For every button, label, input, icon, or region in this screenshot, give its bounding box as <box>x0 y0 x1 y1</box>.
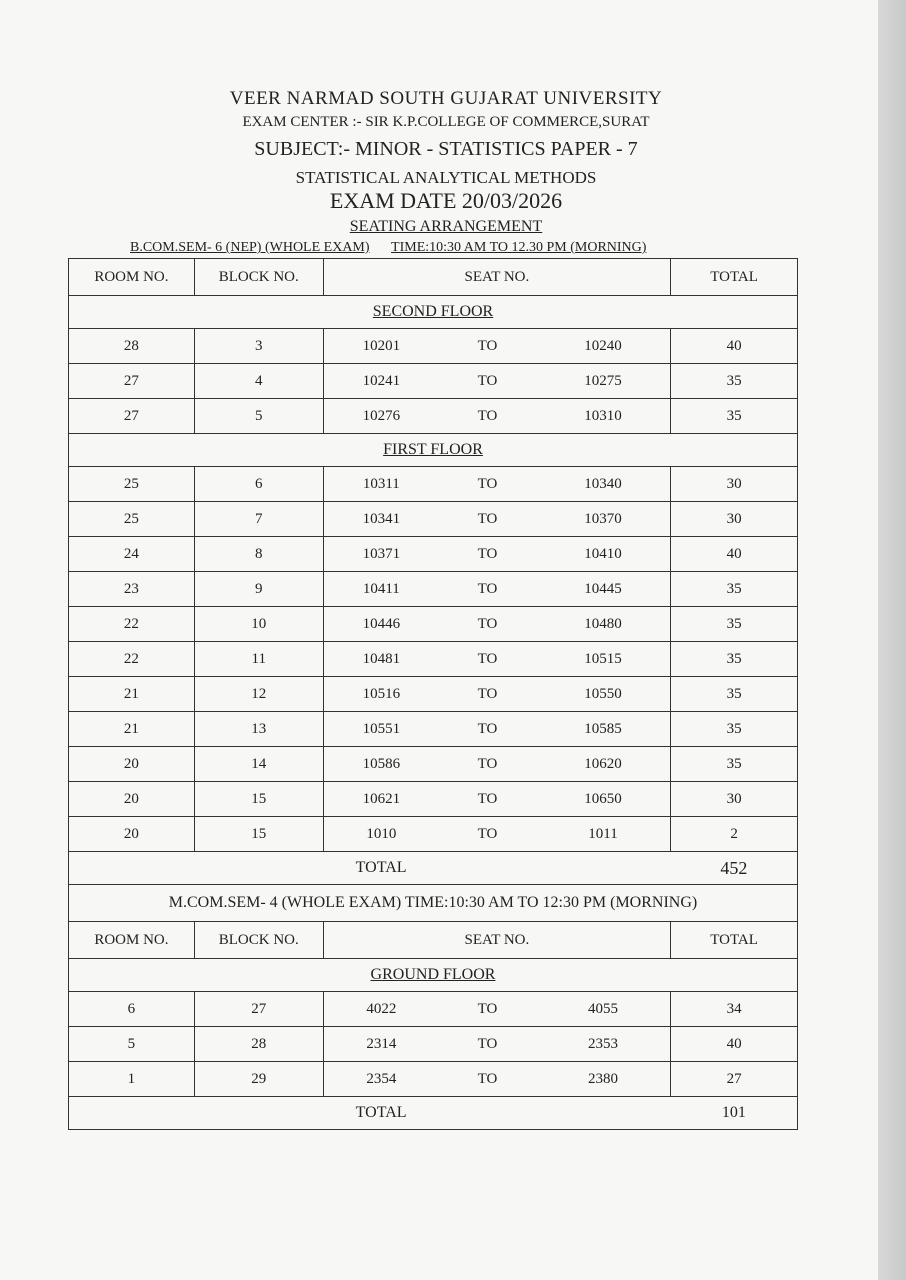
block-cell: 13 <box>194 712 323 747</box>
block-cell: 7 <box>194 502 323 537</box>
exam-center: EXAM CENTER :- SIR K.P.COLLEGE OF COMMERCE,SURAT <box>242 114 650 130</box>
seat-to-cell: TO <box>439 607 536 642</box>
seat-till-cell: 2380 <box>536 1062 671 1097</box>
block-cell: 29 <box>194 1062 323 1097</box>
table-row <box>69 467 798 502</box>
table-row <box>69 399 798 434</box>
room-cell: 20 <box>69 817 195 852</box>
block-cell: 14 <box>194 747 323 782</box>
seat-from-cell: 10311 <box>323 467 439 502</box>
seat-to-cell: TO <box>439 329 536 364</box>
seat-from-cell: 10481 <box>323 642 439 677</box>
seat-to-cell: TO <box>439 364 536 399</box>
header-room: ROOM NO. <box>69 259 195 296</box>
table-row <box>69 992 798 1027</box>
table-row <box>69 572 798 607</box>
table-row <box>69 607 798 642</box>
block-cell: 12 <box>194 677 323 712</box>
seat-to-cell: TO <box>439 537 536 572</box>
total-cell: 30 <box>671 467 798 502</box>
total-cell: 35 <box>671 747 798 782</box>
second-floor-label: SECOND FLOOR <box>372 303 494 320</box>
seat-from-cell: 2314 <box>323 1027 439 1062</box>
seat-to-cell: TO <box>439 642 536 677</box>
seat-to-cell: TO <box>439 399 536 434</box>
room-cell: 25 <box>69 502 195 537</box>
room-cell: 21 <box>69 677 195 712</box>
seat-till-cell: 10585 <box>536 712 671 747</box>
table-row <box>69 1027 798 1062</box>
header-room: ROOM NO. <box>69 922 195 959</box>
seat-from-cell: 10411 <box>323 572 439 607</box>
seat-to-cell: TO <box>439 1027 536 1062</box>
seat-from-cell: 1010 <box>323 817 439 852</box>
bcom-course: B.COM.SEM- 6 (NEP) (WHOLE EXAM) <box>130 240 370 255</box>
table-row <box>69 502 798 537</box>
seat-to-cell: TO <box>439 712 536 747</box>
total-cell: 35 <box>671 364 798 399</box>
block-cell: 28 <box>194 1027 323 1062</box>
room-cell: 24 <box>69 537 195 572</box>
room-cell: 6 <box>69 992 195 1027</box>
page-edge <box>878 0 906 1280</box>
seat-till-cell: 10445 <box>536 572 671 607</box>
bcom-seating-table <box>68 258 798 1130</box>
header-seat: SEAT NO. <box>323 259 670 296</box>
total-cell: 35 <box>671 572 798 607</box>
grand-total: 101 <box>671 1097 798 1130</box>
total-cell: 40 <box>671 1027 798 1062</box>
header-block: BLOCK NO. <box>194 259 323 296</box>
block-cell: 8 <box>194 537 323 572</box>
block-cell: 5 <box>194 399 323 434</box>
total-cell: 30 <box>671 782 798 817</box>
total-cell: 40 <box>671 537 798 572</box>
seat-from-cell: 10276 <box>323 399 439 434</box>
total-label: TOTAL <box>323 852 439 885</box>
ground-floor-label: GROUND FLOOR <box>370 966 496 983</box>
block-cell: 9 <box>194 572 323 607</box>
seat-till-cell: 10275 <box>536 364 671 399</box>
room-cell: 20 <box>69 782 195 817</box>
table-header <box>69 922 798 959</box>
total-cell: 27 <box>671 1062 798 1097</box>
university-name: VEER NARMAD SOUTH GUJARAT UNIVERSITY <box>229 88 663 109</box>
seat-from-cell: 10201 <box>323 329 439 364</box>
room-cell: 1 <box>69 1062 195 1097</box>
seat-to-cell: TO <box>439 467 536 502</box>
block-cell: 6 <box>194 467 323 502</box>
table-row <box>69 1062 798 1097</box>
seat-from-cell: 4022 <box>323 992 439 1027</box>
table-row <box>69 747 798 782</box>
header-total: TOTAL <box>671 259 798 296</box>
seat-from-cell: 10621 <box>323 782 439 817</box>
room-cell: 22 <box>69 642 195 677</box>
seat-till-cell: 10550 <box>536 677 671 712</box>
seat-to-cell: TO <box>439 502 536 537</box>
total-cell: 34 <box>671 992 798 1027</box>
seat-from-cell: 10341 <box>323 502 439 537</box>
seat-from-cell: 10371 <box>323 537 439 572</box>
total-cell: 35 <box>671 607 798 642</box>
table-header <box>69 259 798 296</box>
block-cell: 15 <box>194 817 323 852</box>
total-row <box>69 1097 798 1130</box>
total-row <box>69 852 798 885</box>
table-row <box>69 677 798 712</box>
room-cell: 25 <box>69 467 195 502</box>
seat-to-cell: TO <box>439 817 536 852</box>
seat-till-cell: 10370 <box>536 502 671 537</box>
total-label: TOTAL <box>323 1097 439 1130</box>
block-cell: 11 <box>194 642 323 677</box>
seat-till-cell: 2353 <box>536 1027 671 1062</box>
floor-row <box>69 959 798 992</box>
room-cell: 28 <box>69 329 195 364</box>
table-row <box>69 817 798 852</box>
seat-till-cell: 10480 <box>536 607 671 642</box>
seat-from-cell: 10241 <box>323 364 439 399</box>
room-cell: 5 <box>69 1027 195 1062</box>
bcom-course-line <box>130 240 646 256</box>
total-cell: 40 <box>671 329 798 364</box>
seat-till-cell: 10620 <box>536 747 671 782</box>
bcom-time: TIME:10:30 AM TO 12.30 PM (MORNING) <box>391 240 647 255</box>
room-cell: 22 <box>69 607 195 642</box>
floor-row <box>69 296 798 329</box>
seat-till-cell: 10240 <box>536 329 671 364</box>
block-cell: 10 <box>194 607 323 642</box>
seat-till-cell: 10410 <box>536 537 671 572</box>
header-total: TOTAL <box>671 922 798 959</box>
subject-line: SUBJECT:- MINOR - STATISTICS PAPER - 7 <box>254 138 638 160</box>
seat-from-cell: 10551 <box>323 712 439 747</box>
total-cell: 2 <box>671 817 798 852</box>
table-row <box>69 364 798 399</box>
table-row <box>69 712 798 747</box>
room-cell: 23 <box>69 572 195 607</box>
section-title: SEATING ARRANGEMENT <box>349 218 543 235</box>
seat-to-cell: TO <box>439 782 536 817</box>
room-cell: 27 <box>69 399 195 434</box>
seat-from-cell: 10586 <box>323 747 439 782</box>
block-cell: 27 <box>194 992 323 1027</box>
table-row <box>69 537 798 572</box>
total-cell: 35 <box>671 677 798 712</box>
seat-till-cell: 4055 <box>536 992 671 1027</box>
mcom-course-row <box>69 885 798 922</box>
seat-to-cell: TO <box>439 747 536 782</box>
table-row <box>69 329 798 364</box>
seat-till-cell: 10340 <box>536 467 671 502</box>
exam-date: EXAM DATE 20/03/2026 <box>329 188 563 213</box>
seat-to-cell: TO <box>439 572 536 607</box>
paper-title: STATISTICAL ANALYTICAL METHODS <box>295 168 597 187</box>
floor-row <box>69 434 798 467</box>
room-cell: 20 <box>69 747 195 782</box>
seat-from-cell: 10446 <box>323 607 439 642</box>
seat-from-cell: 2354 <box>323 1062 439 1097</box>
seat-to-cell: TO <box>439 1062 536 1097</box>
seat-till-cell: 1011 <box>536 817 671 852</box>
header-seat: SEAT NO. <box>323 922 670 959</box>
room-cell: 27 <box>69 364 195 399</box>
seat-till-cell: 10515 <box>536 642 671 677</box>
mcom-course-line: M.COM.SEM- 4 (WHOLE EXAM) TIME:10:30 AM TO 12:30 PM (MORNING) <box>69 885 798 922</box>
table-row <box>69 782 798 817</box>
seat-to-cell: TO <box>439 677 536 712</box>
header-block: BLOCK NO. <box>194 922 323 959</box>
seat-till-cell: 10310 <box>536 399 671 434</box>
block-cell: 3 <box>194 329 323 364</box>
table-row <box>69 642 798 677</box>
block-cell: 15 <box>194 782 323 817</box>
seat-to-cell: TO <box>439 992 536 1027</box>
seat-from-cell: 10516 <box>323 677 439 712</box>
first-floor-label: FIRST FLOOR <box>383 441 483 458</box>
total-cell: 35 <box>671 642 798 677</box>
total-cell: 35 <box>671 712 798 747</box>
grand-total: 452 <box>671 852 798 885</box>
block-cell: 4 <box>194 364 323 399</box>
total-cell: 35 <box>671 399 798 434</box>
seat-till-cell: 10650 <box>536 782 671 817</box>
room-cell: 21 <box>69 712 195 747</box>
total-cell: 30 <box>671 502 798 537</box>
